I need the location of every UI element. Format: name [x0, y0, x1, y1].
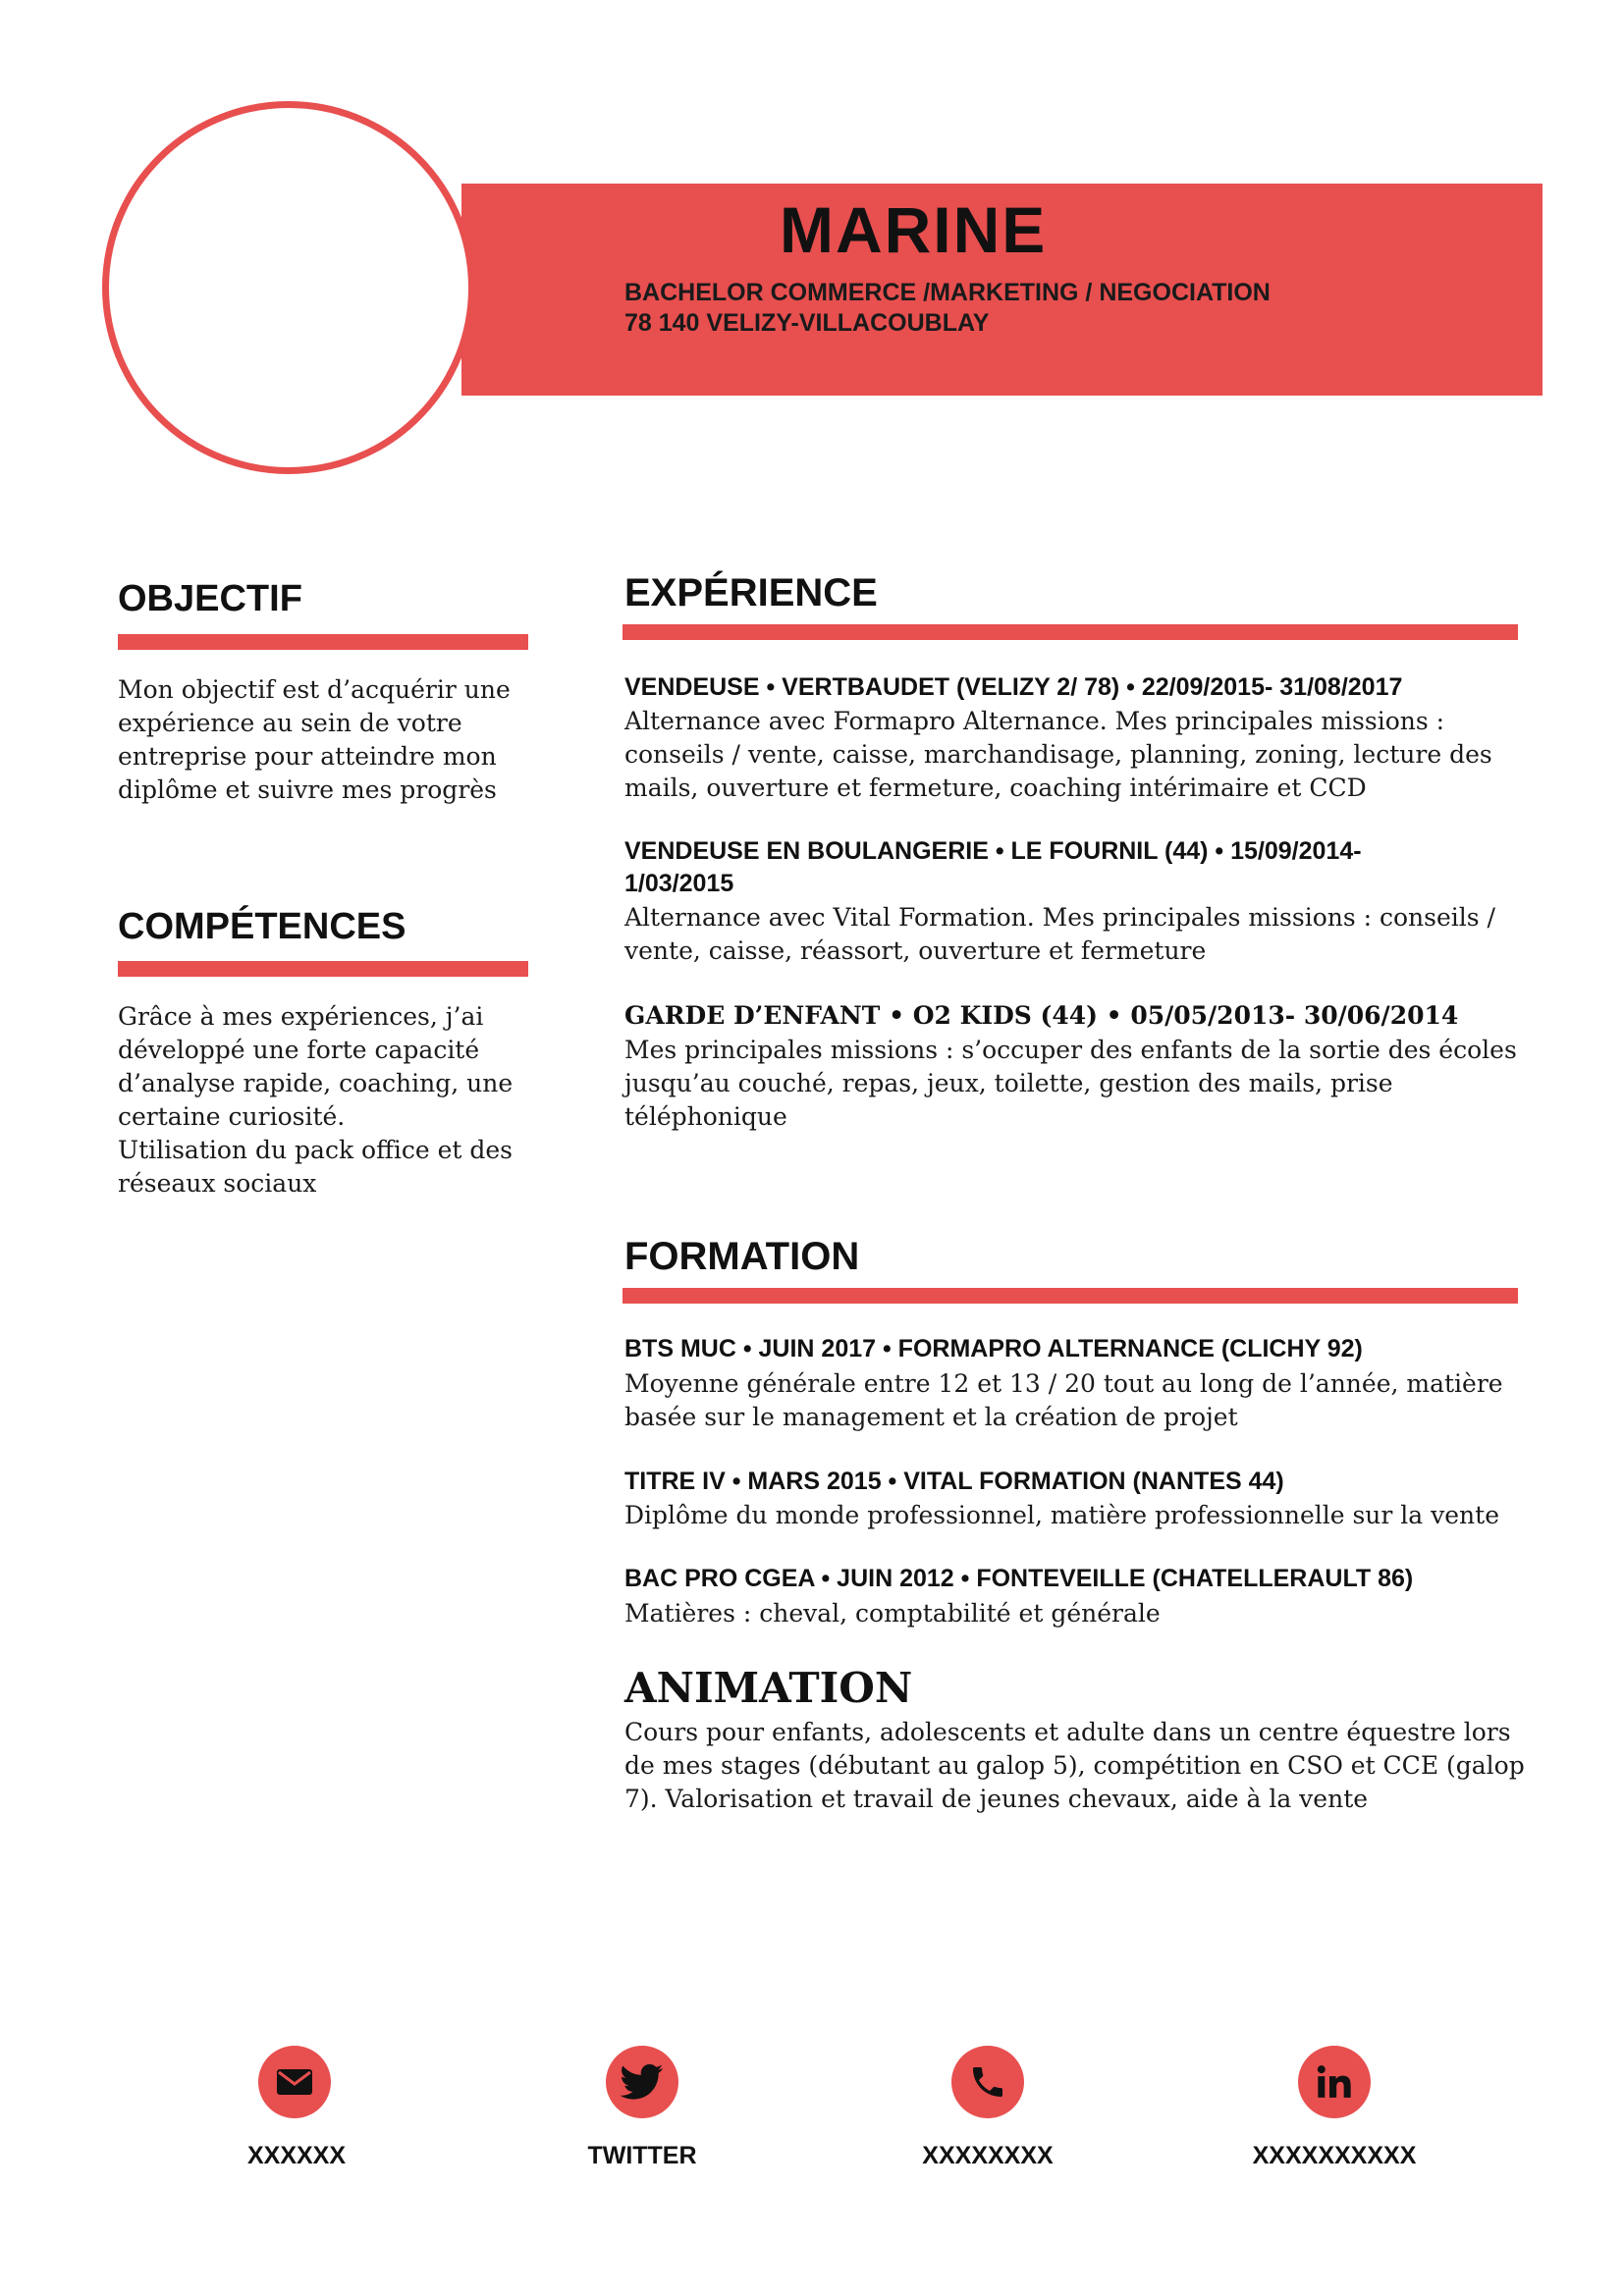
- experience-entry-2-text: Alternance avec Vital Formation. Mes principales missions : conseils / vente, caisse, réassort, ouverture et fermeture: [624, 903, 1495, 965]
- competences-text-1: Grâce à mes expériences, j’ai développé une forte capacité d’analyse rapide, coaching, une certaine curiosité.: [118, 1002, 514, 1131]
- animation-text: Cours pour enfants, adolescents et adulte dans un centre équestre lors de mes stages (débutant au galop 5), compétition en CSO et CCE (galop 7). Valorisation et travail de jeunes chevaux, aide à la vente: [624, 1718, 1525, 1813]
- formation-entry-2-text: Diplôme du monde professionnel, matière professionnelle sur la vente: [624, 1501, 1500, 1529]
- linkedin-icon[interactable]: [1298, 2046, 1371, 2118]
- formation-entry-3-heading: BAC PRO CGEA • JUIN 2012 • FONTEVEILLE (CHATELLERAULT 86): [624, 1565, 1414, 1592]
- experience-entry-2-heading: VENDEUSE EN BOULANGERIE • LE FOURNIL (44) • 15/09/2014- 1/03/2015: [624, 837, 1362, 897]
- formation-title: FORMATION: [624, 1235, 860, 1278]
- header-subtitle-degree: BACHELOR COMMERCE /MARKETING / NEGOCIATION: [624, 279, 1271, 306]
- profile-photo-placeholder: [102, 101, 475, 474]
- animation-title: ANIMATION: [624, 1664, 913, 1712]
- experience-entry-1-text: Alternance avec Formapro Alternance. Mes principales missions : conseils / vente, caisse, marchandisage, planning, zoning, lecture des mails, ouverture et fermeture, coaching intérimaire et CCD: [624, 707, 1492, 802]
- header-subtitle-location: 78 140 VELIZY-VILLACOUBLAY: [624, 309, 990, 337]
- experience-title: EXPÉRIENCE: [624, 571, 878, 614]
- formation-entry-2-heading: TITRE IV • MARS 2015 • VITAL FORMATION (NANTES 44): [624, 1468, 1284, 1495]
- experience-divider: [623, 624, 1518, 640]
- competences-divider: [118, 961, 528, 977]
- twitter-icon[interactable]: [606, 2046, 678, 2118]
- competences-text-2: Utilisation du pack office et des réseaux sociaux: [118, 1136, 514, 1198]
- twitter-label[interactable]: TWITTER: [587, 2142, 697, 2169]
- email-label[interactable]: XXXXXX: [246, 2142, 347, 2169]
- formation-divider: [623, 1288, 1518, 1304]
- linkedin-label[interactable]: XXXXXXXXXX: [1252, 2142, 1417, 2169]
- experience-entry-3-text: Mes principales missions : s’occuper des enfants de la sortie des écoles jusqu’au couché, repas, jeux, toilette, gestion des mails, prise téléphonique: [624, 1036, 1517, 1131]
- formation-entry-1-heading: BTS MUC • JUIN 2017 • FORMAPRO ALTERNANCE (CLICHY 92): [624, 1335, 1363, 1362]
- formation-entry-1-text: Moyenne générale entre 12 et 13 / 20 tout au long de l’année, matière basée sur le management et la création de projet: [624, 1369, 1503, 1431]
- experience-entry-3-heading: GARDE D’ENFANT • O2 KIDS (44) • 05/05/2013- 30/06/2014: [624, 1001, 1459, 1030]
- competences-title: COMPÉTENCES: [118, 906, 406, 947]
- experience-entry-1-heading: VENDEUSE • VERTBAUDET (VELIZY 2/ 78) • 22/09/2015- 31/08/2017: [624, 673, 1403, 701]
- objectif-divider: [118, 634, 528, 650]
- candidate-name: MARINE: [780, 193, 1048, 266]
- envelope-icon[interactable]: [258, 2046, 331, 2118]
- objectif-title: OBJECTIF: [118, 578, 302, 619]
- phone-label[interactable]: XXXXXXXX: [922, 2142, 1054, 2169]
- objectif-text: Mon objectif est d’acquérir une expérience au sein de votre entreprise pour atteindre mon diplôme et suivre mes progrès: [118, 675, 511, 804]
- phone-icon[interactable]: [951, 2046, 1024, 2118]
- formation-entry-3-text: Matières : cheval, comptabilité et générale: [624, 1599, 1161, 1628]
